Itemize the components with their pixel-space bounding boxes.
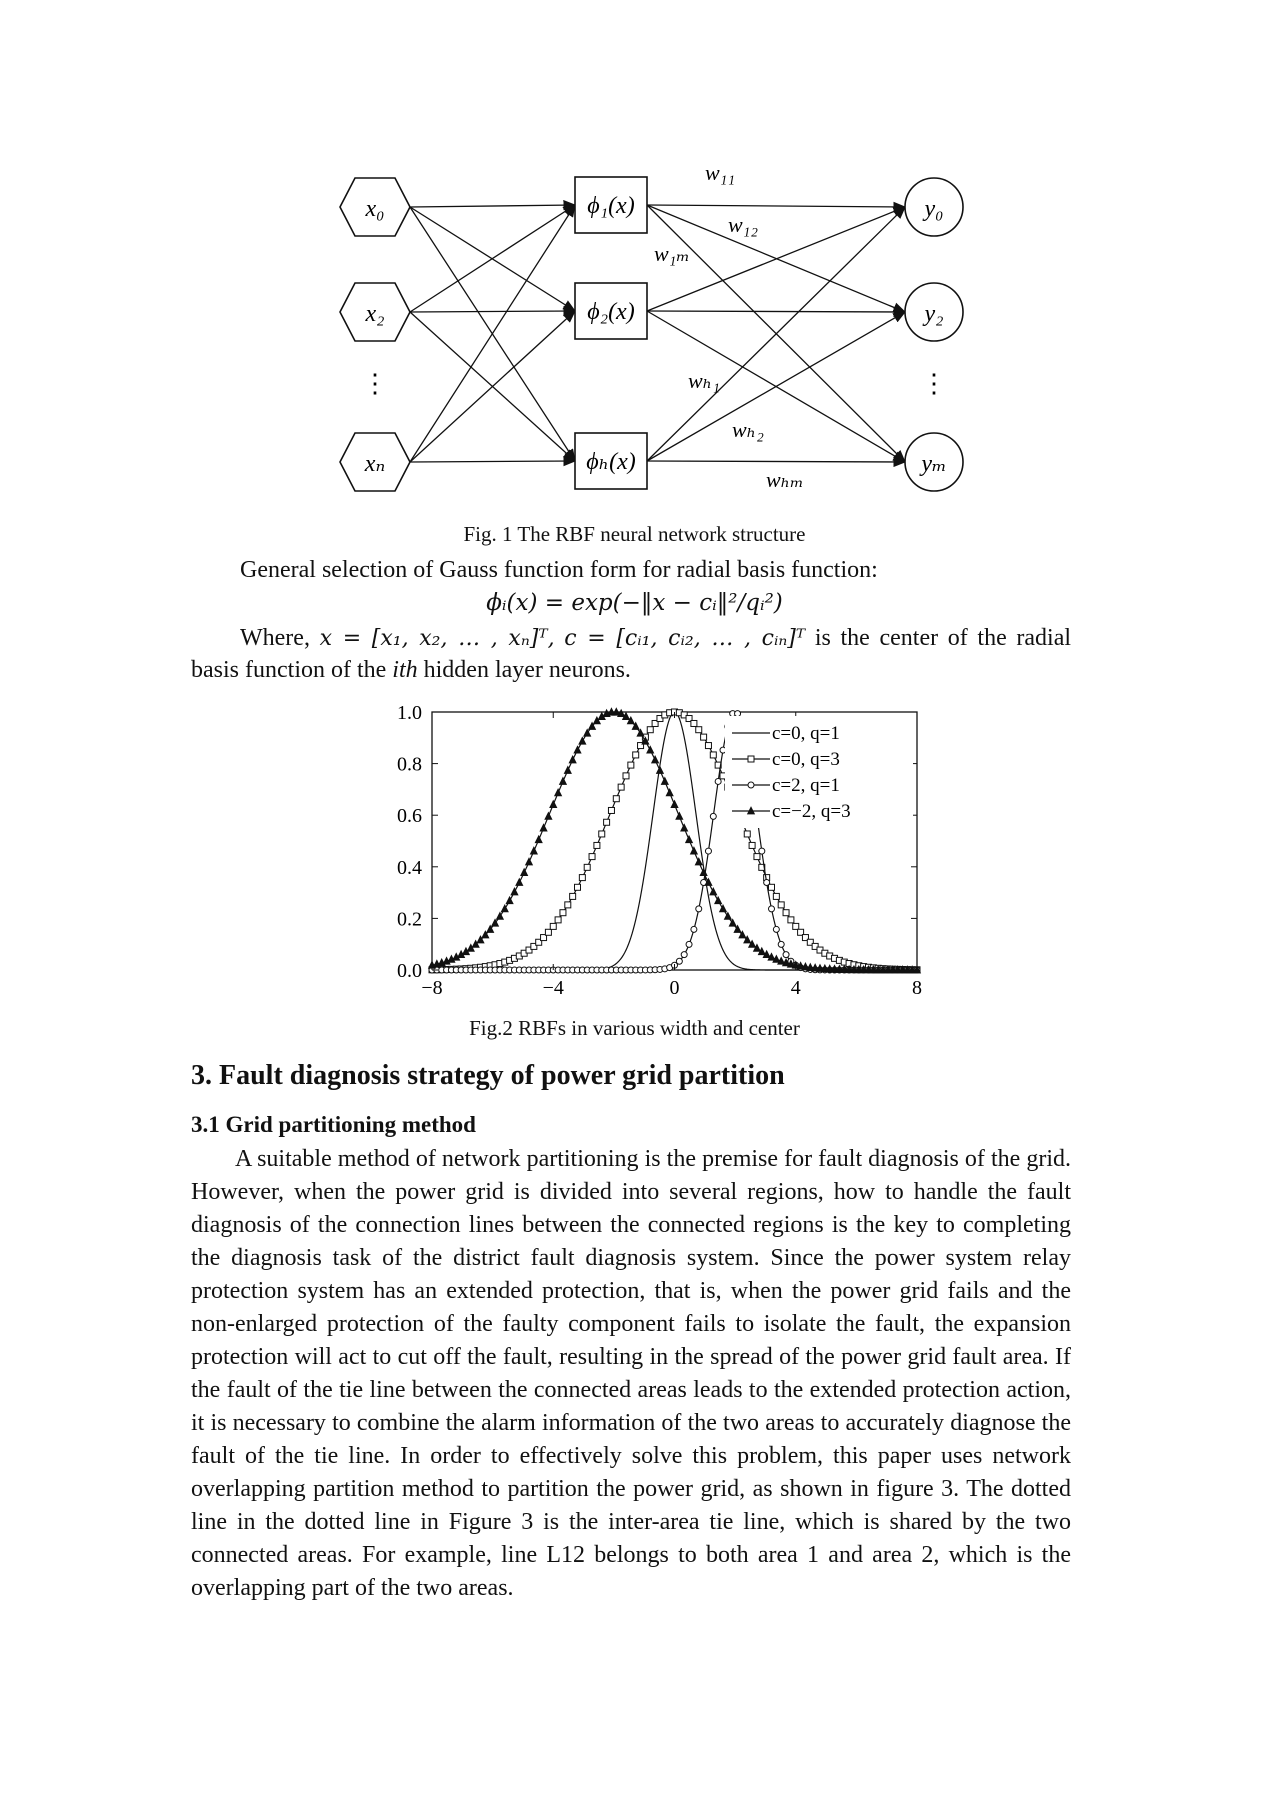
data-point	[783, 952, 789, 958]
data-point	[618, 784, 624, 790]
data-point	[652, 756, 659, 763]
hidden-label-h: ϕₕ(x)	[586, 449, 636, 475]
data-point	[686, 941, 692, 947]
weight-label-wh2: wₕ₂	[732, 417, 764, 442]
data-point	[564, 766, 571, 773]
data-point	[773, 893, 779, 899]
legend-label: c=0, q=1	[772, 723, 840, 744]
data-point	[705, 743, 711, 749]
x-tick-label: −8	[421, 977, 443, 999]
data-point	[661, 777, 668, 784]
para-where-line1	[191, 622, 1071, 655]
data-point	[559, 777, 566, 784]
edge-input-1-hidden-1	[410, 311, 575, 312]
hidden-label-2: ϕ₂(x)	[587, 299, 635, 325]
data-point	[608, 807, 614, 813]
data-point	[764, 880, 770, 886]
edge-input-2-hidden-2	[410, 461, 575, 462]
data-point	[710, 813, 716, 819]
data-point	[778, 902, 784, 908]
data-point	[560, 910, 566, 916]
data-point	[555, 917, 561, 923]
output-label-y0: y₀	[924, 196, 944, 222]
y-tick-label: 0.2	[397, 908, 422, 931]
data-point	[545, 929, 551, 935]
data-point	[647, 727, 653, 733]
data-point	[623, 773, 629, 779]
data-point	[676, 812, 683, 819]
data-point	[516, 879, 523, 886]
data-point	[686, 836, 693, 843]
data-point	[613, 796, 619, 802]
fig1-caption: Fig. 1 The RBF neural network structure	[463, 522, 806, 546]
input-label-x2: x₂	[365, 301, 385, 327]
input-label-xn: xₙ	[364, 451, 386, 477]
data-point	[759, 848, 765, 854]
where-line2-end: hidden layer neurons.	[423, 657, 631, 683]
data-point	[691, 720, 697, 726]
x-tick-label: −4	[542, 977, 564, 999]
data-point	[696, 906, 702, 912]
where-word: Where,	[240, 625, 310, 651]
data-point	[579, 737, 586, 744]
body-paragraph: A suitable method of network partitioning is the premise for fault diagnosis of the grid. However, when the power grid is divided into several regions, how to handle the fault diagnosis of the connection lines between the connected regions is the key to completing the diagnosis task of the district fault diagnosis system. Since the power system relay protection system has an extended protection, that is, when the power grid fails and the non-enlarged protection of the faulty component fails to isolate the fault, the expansion protection will act to cut off the fault, resulting in the spread of the power grid fault area. If the fault of the tie line between the connected areas leads to the extended protection action, it is necessary to combine the alarm information of the two areas to accurately diagnose the fault of the tie line. In order to effectively solve this problem, this paper uses network overlapping partition method to partition the power grid, as shown in figure 3. The dotted line in the dotted line in Figure 3 is the inter-area tie line, which is shared by the two connected areas. For example, line L12 belongs to both area 1 and area 2, which is the overlapping part of the two areas.	[191, 1146, 1071, 1601]
data-point	[550, 923, 556, 929]
data-point	[526, 858, 533, 865]
y-tick-label: 1.0	[397, 702, 422, 724]
data-point	[769, 884, 775, 890]
x-definition: x = [x₁, x₂, … , xₙ]ᵀ,	[319, 626, 555, 651]
where-ith: ith	[392, 657, 418, 683]
input-label-x0: x₀	[365, 196, 385, 222]
data-point	[744, 831, 750, 837]
data-point	[540, 824, 547, 831]
data-point	[574, 746, 581, 753]
legend-label: c=−2, q=3	[772, 801, 851, 822]
data-point	[749, 842, 755, 848]
c-definition: c = [cᵢ₁, cᵢ₂, … , cᵢₙ]ᵀ	[564, 626, 806, 651]
legend-label: c=2, q=1	[772, 775, 840, 796]
data-point	[778, 941, 784, 947]
data-point	[735, 711, 741, 717]
data-point	[530, 847, 537, 854]
data-point	[511, 888, 518, 895]
y-tick-label: 0.0	[397, 960, 422, 982]
data-point	[565, 902, 571, 908]
hidden-label-1: ϕ₁(x)	[587, 193, 635, 219]
rbf-network-diagram	[330, 160, 990, 500]
data-point	[696, 727, 702, 733]
data-point	[710, 888, 717, 895]
data-point	[584, 864, 590, 870]
data-point	[550, 801, 557, 808]
data-point	[589, 854, 595, 860]
data-point	[788, 917, 794, 923]
para-where-line2	[191, 654, 1071, 687]
edge-hidden-2-output-2	[647, 461, 905, 462]
data-point	[555, 789, 562, 796]
data-point	[545, 812, 552, 819]
data-point	[715, 778, 721, 784]
data-point	[506, 897, 513, 904]
edge-input-0-hidden-0	[410, 205, 575, 207]
data-point	[647, 746, 654, 753]
data-point	[656, 766, 663, 773]
section-title: 3. Fault diagnosis strategy of power grid partition	[191, 1060, 785, 1091]
output-label-ym: yₘ	[921, 451, 947, 477]
legend-label: c=0, q=3	[772, 749, 840, 770]
weight-label-w1m: w₁ₘ	[654, 241, 690, 266]
data-point	[754, 854, 760, 860]
data-point	[569, 756, 576, 763]
edge-hidden-1-output-1	[647, 311, 905, 312]
weight-label-wh1: wₕ₁	[688, 368, 720, 393]
data-point	[793, 923, 799, 929]
data-point	[671, 801, 678, 808]
data-point	[594, 842, 600, 848]
y-tick-label: 0.4	[397, 856, 422, 879]
data-point	[604, 819, 610, 825]
data-point	[773, 926, 779, 932]
data-point	[701, 734, 707, 740]
data-point	[710, 752, 716, 758]
data-point	[769, 906, 775, 912]
edge-hidden-0-output-0	[647, 205, 905, 207]
data-point	[633, 752, 639, 758]
y-tick-label: 0.8	[397, 753, 422, 776]
data-point	[681, 952, 687, 958]
data-point	[599, 831, 605, 837]
data-point	[666, 789, 673, 796]
data-point	[521, 869, 528, 876]
fig2-caption: Fig.2 RBFs in various width and center	[469, 1016, 800, 1040]
data-point	[575, 884, 581, 890]
data-point	[628, 762, 634, 768]
weight-label-whm: wₕₘ	[766, 467, 804, 492]
input-ellipsis: ⋮	[362, 369, 388, 398]
data-point	[715, 897, 722, 904]
data-point	[681, 824, 688, 831]
legend-marker	[748, 756, 754, 762]
output-label-y2: y₂	[924, 301, 944, 327]
y-tick-label: 0.6	[397, 805, 422, 828]
where-rest: is the center of the radial	[814, 625, 1072, 651]
data-point	[691, 926, 697, 932]
rbf-curves-chart	[370, 700, 930, 1010]
data-point	[570, 893, 576, 899]
subsection-title: 3.1 Grid partitioning method	[191, 1112, 476, 1137]
x-tick-label: 4	[790, 977, 801, 999]
data-point	[579, 875, 585, 881]
weight-label-w11: w₁₁	[705, 160, 735, 185]
data-point	[690, 847, 697, 854]
output-ellipsis: ⋮	[921, 369, 947, 398]
x-tick-label: 0	[669, 977, 680, 999]
data-point	[535, 836, 542, 843]
data-point	[705, 848, 711, 854]
where-line2-start: basis function of the	[191, 657, 387, 683]
weight-label-w12: w₁₂	[728, 212, 758, 237]
para-gauss-intro: General selection of Gauss function form for radial basis function:	[240, 557, 878, 583]
equation-gauss: ϕᵢ(x) = exp(−‖x − cᵢ‖²/qᵢ²)	[486, 590, 783, 616]
legend-marker	[748, 782, 754, 788]
data-point	[695, 858, 702, 865]
data-point	[676, 958, 682, 964]
data-point	[783, 910, 789, 916]
x-tick-label: 8	[912, 977, 922, 999]
